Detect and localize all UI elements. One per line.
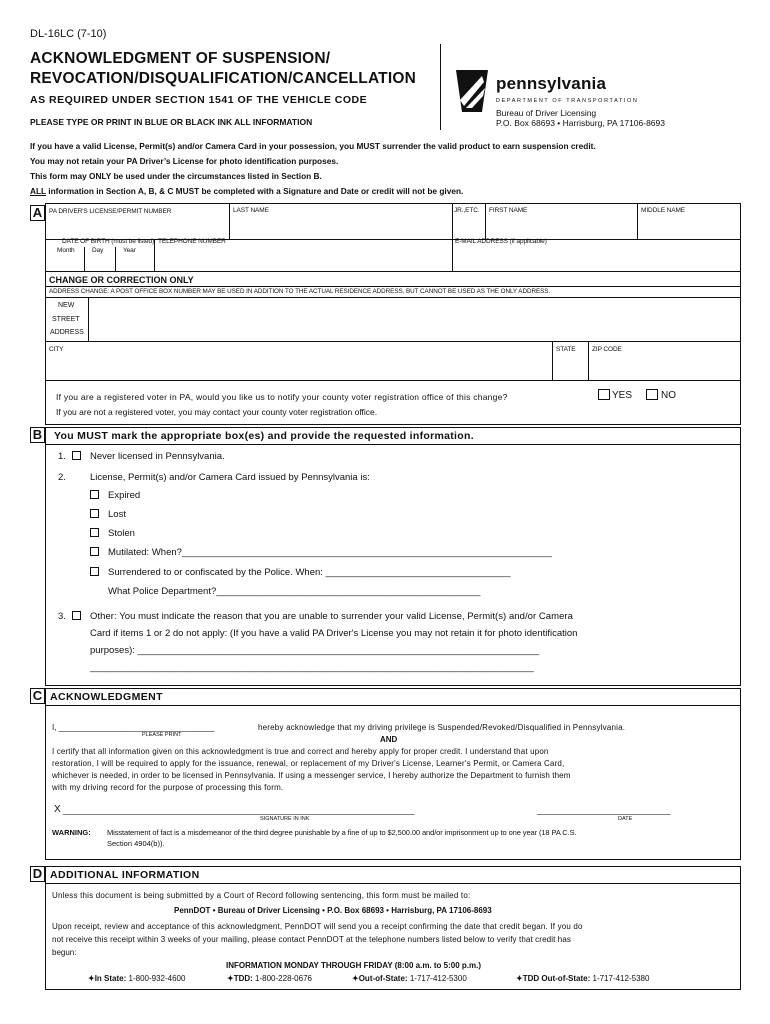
header-divider xyxy=(440,44,441,130)
instruction-1: If you have a valid License, Permit(s) and/or Camera Card in your possession, you MUST surrender the valid product to earn suspension credit. xyxy=(30,141,596,151)
certify-line-2: restoration, I will be required to apply for the issuance, renewal, or replacement of my Driver's License, Learner's Permit, or Camera Card, xyxy=(52,759,565,768)
title-line-1: ACKNOWLEDGMENT OF SUSPENSION/ xyxy=(30,50,331,67)
city-field[interactable] xyxy=(46,355,551,379)
phone-tdd: ✦TDD: 1-800-228-0676 xyxy=(227,974,312,983)
info-hours: INFORMATION MONDAY THROUGH FRIDAY (8:00 a.m. to 5:00 p.m.) xyxy=(226,961,481,970)
mutilated-checkbox[interactable] xyxy=(90,547,99,556)
stolen-checkbox[interactable] xyxy=(90,528,99,537)
section-c-letter: C xyxy=(30,688,45,704)
date-label: DATE xyxy=(618,816,633,822)
dob-month-label: Month xyxy=(57,247,75,254)
zip-label: ZIP CODE xyxy=(592,346,622,353)
bureau-name: Bureau of Driver Licensing xyxy=(496,108,597,118)
item-3-number: 3. xyxy=(58,611,66,622)
surrendered-checkbox[interactable] xyxy=(90,567,99,576)
form-code: DL-16LC (7-10) xyxy=(30,28,107,40)
lost-checkbox[interactable] xyxy=(90,509,99,518)
warning-label: WARNING: xyxy=(52,828,91,837)
voter-no-checkbox[interactable] xyxy=(646,389,658,400)
acknowledge-statement: hereby acknowledge that my driving privilege is Suspended/Revoked/Disqualified in Pennsylvania. xyxy=(258,723,626,732)
warning-line-2: Section 4904(b)). xyxy=(107,839,165,848)
surrendered-label: Surrendered to or confiscated by the Police. When: ___________________________________ xyxy=(108,567,511,578)
expired-label: Expired xyxy=(108,490,141,501)
item-3-line-1: Other: You must indicate the reason that you are unable to surrender your valid License, Permit(s) and/or Camera xyxy=(90,611,573,622)
police-department-label: What Police Department?__________________________________________________ xyxy=(108,586,481,597)
city-label: CITY xyxy=(49,346,64,353)
please-print-label: PLEASE PRINT xyxy=(142,732,182,738)
mail-address: PennDOT • Bureau of Driver Licensing • P.O. Box 68693 • Harrisburg, PA 17106-8693 xyxy=(174,906,492,915)
dob-label: DATE OF BIRTH (must be listed) xyxy=(62,238,155,245)
first-name-label: FIRST NAME xyxy=(489,207,528,214)
mutilated-label: Mutilated: When?______________________________________________________________________ xyxy=(108,547,552,558)
and-label: AND xyxy=(380,735,398,744)
last-name-field[interactable] xyxy=(230,212,452,238)
item-3-line-4: ____________________________________________________________________________________ xyxy=(90,662,534,673)
acknowledge-name-line[interactable]: I, ___________________________________ xyxy=(52,723,215,732)
other-checkbox[interactable] xyxy=(72,611,81,620)
jr-label: JR.,ETC. xyxy=(454,207,480,214)
instruction-2: You may not retain your PA Driver’s License for photo identification purposes. xyxy=(30,156,339,166)
last-name-label: LAST NAME xyxy=(233,207,269,214)
instruction-4 xyxy=(30,186,463,196)
signature-x: X xyxy=(54,804,61,815)
logo-wordmark: pennsylvania xyxy=(496,74,607,93)
stolen-label: Stolen xyxy=(108,528,135,539)
signature-label: SIGNATURE IN INK xyxy=(260,816,310,822)
email-label: E-MAIL ADDRESS (if applicable) xyxy=(455,238,547,245)
address-change-note: ADDRESS CHANGE: A POST OFFICE BOX NUMBER MAY BE USED IN ADDITION TO THE ACTUAL RESIDENCE ADDRESS, BUT CANNOT BE USED AS THE ONLY ADDRESS. xyxy=(49,288,551,295)
subtitle: AS REQUIRED UNDER SECTION 1541 OF THE VEHICLE CODE xyxy=(30,94,368,106)
voter-question: If you are a registered voter in PA, would you like us to notify your county voter registration office of this change? xyxy=(56,392,508,402)
item-3-line-3: purposes): ____________________________________________________________________________ xyxy=(90,645,540,656)
phone-out-of-state: ✦Out-of-State: 1-717-412-5300 xyxy=(352,974,467,983)
title-line-2: REVOCATION/DISQUALIFICATION/CANCELLATION xyxy=(30,70,417,87)
phone-field[interactable] xyxy=(155,247,451,270)
instruction-3: This form may ONLY be used under the circumstances listed in Section B. xyxy=(30,171,322,181)
never-licensed-checkbox[interactable] xyxy=(72,451,81,460)
first-name-field[interactable] xyxy=(486,212,636,238)
section-b-letter: B xyxy=(30,427,45,443)
license-number-field[interactable] xyxy=(46,216,228,238)
certify-line-1: I certify that all information given on this acknowledgment is true and correct and hereby apply for proper credit. I understand that upon xyxy=(52,747,549,756)
zip-field[interactable] xyxy=(589,355,740,379)
section-a-letter: A xyxy=(30,205,45,221)
expired-checkbox[interactable] xyxy=(90,490,99,499)
middle-name-label: MIDDLE NAME xyxy=(641,207,686,214)
item-1-number: 1. xyxy=(58,451,66,462)
section-d-letter: D xyxy=(30,866,45,882)
item-2-label: License, Permit(s) and/or Camera Card issued by Pennsylvania is: xyxy=(90,472,370,483)
never-licensed-label: Never licensed in Pennsylvania. xyxy=(90,451,225,462)
voter-note: If you are not a registered voter, you may contact your county voter registration office. xyxy=(56,407,378,417)
item-3-line-2: Card if items 1 or 2 do not apply: (If you have a valid PA Driver's License you may not retain it for photo identification xyxy=(90,628,578,639)
state-field[interactable] xyxy=(553,355,587,379)
lost-label: Lost xyxy=(108,509,126,520)
item-2-number: 2. xyxy=(58,472,66,483)
state-label: STATE xyxy=(556,346,576,353)
instruction-all: ALL xyxy=(30,186,46,196)
section-b-title: You MUST mark the appropriate box(es) and provide the requested information. xyxy=(54,430,474,442)
voter-yes-label: YES xyxy=(612,390,633,401)
dob-year-label: Year xyxy=(123,247,136,254)
voter-no-label: NO xyxy=(661,390,676,401)
voter-yes-checkbox[interactable] xyxy=(598,389,610,400)
new-label: NEW xyxy=(58,302,75,309)
dob-field[interactable] xyxy=(46,256,153,270)
street-label: STREET xyxy=(52,316,80,323)
license-number-label: PA DRIVER'S LICENSE/PERMIT NUMBER xyxy=(49,208,172,215)
mail-intro: Unless this document is being submitted by a Court of Record following sentencing, this form must be mailed to: xyxy=(52,891,471,900)
address-label: ADDRESS xyxy=(50,329,84,336)
receipt-line-2: not receive this receipt within 3 weeks of your mailing, please contact PennDOT at the telephone numbers listed below to verify that credit has xyxy=(52,935,572,944)
change-correction-title: CHANGE OR CORRECTION ONLY xyxy=(49,275,194,285)
certify-line-4: with my driving record for the purpose of processing this form. xyxy=(52,783,284,792)
please-type-note: PLEASE TYPE OR PRINT IN BLUE OR BLACK INK ALL INFORMATION xyxy=(30,117,313,127)
warning-line-1: Misstatement of fact is a misdemeanor of the third degree punishable by a fine of up to $2,500.00 and/or imprisonment up to one year (18 PA C.S. xyxy=(107,828,577,837)
signature-line[interactable]: _______________________________________________________________________________ xyxy=(63,806,415,815)
instruction-4-rest: information in Section A, B, & C MUST be completed with a Signature and Date or credit will not be given. xyxy=(45,186,464,196)
section-c-title: ACKNOWLEDGMENT xyxy=(50,691,163,703)
logo-department: DEPARTMENT OF TRANSPORTATION xyxy=(496,98,639,104)
street-address-field[interactable] xyxy=(89,298,740,340)
phone-tdd-out-of-state: ✦TDD Out-of-State: 1-717-412-5380 xyxy=(516,974,650,983)
bureau-address: P.O. Box 68693 • Harrisburg, PA 17106-8693 xyxy=(496,118,665,128)
phone-label: TELEPHONE NUMBER xyxy=(158,238,226,245)
middle-name-field[interactable] xyxy=(638,212,740,238)
dob-day-label: Day xyxy=(92,247,104,254)
keystone-logo-icon xyxy=(452,70,492,112)
certify-line-3: whichever is needed, in order to be licensed in Pennsylvania. If using a messenger service, I hereby authorize the Department to furnish them xyxy=(52,771,571,780)
email-field[interactable] xyxy=(453,247,740,270)
date-line[interactable]: ______________________________ xyxy=(537,806,671,815)
phone-in-state: ✦In State: 1-800-932-4600 xyxy=(88,974,186,983)
receipt-line-1: Upon receipt, review and acceptance of this acknowledgment, PennDOT will send you a receipt confirming the date that credit began. If you do xyxy=(52,922,583,931)
receipt-line-3: begun: xyxy=(52,948,77,957)
section-d-title: ADDITIONAL INFORMATION xyxy=(50,869,200,881)
